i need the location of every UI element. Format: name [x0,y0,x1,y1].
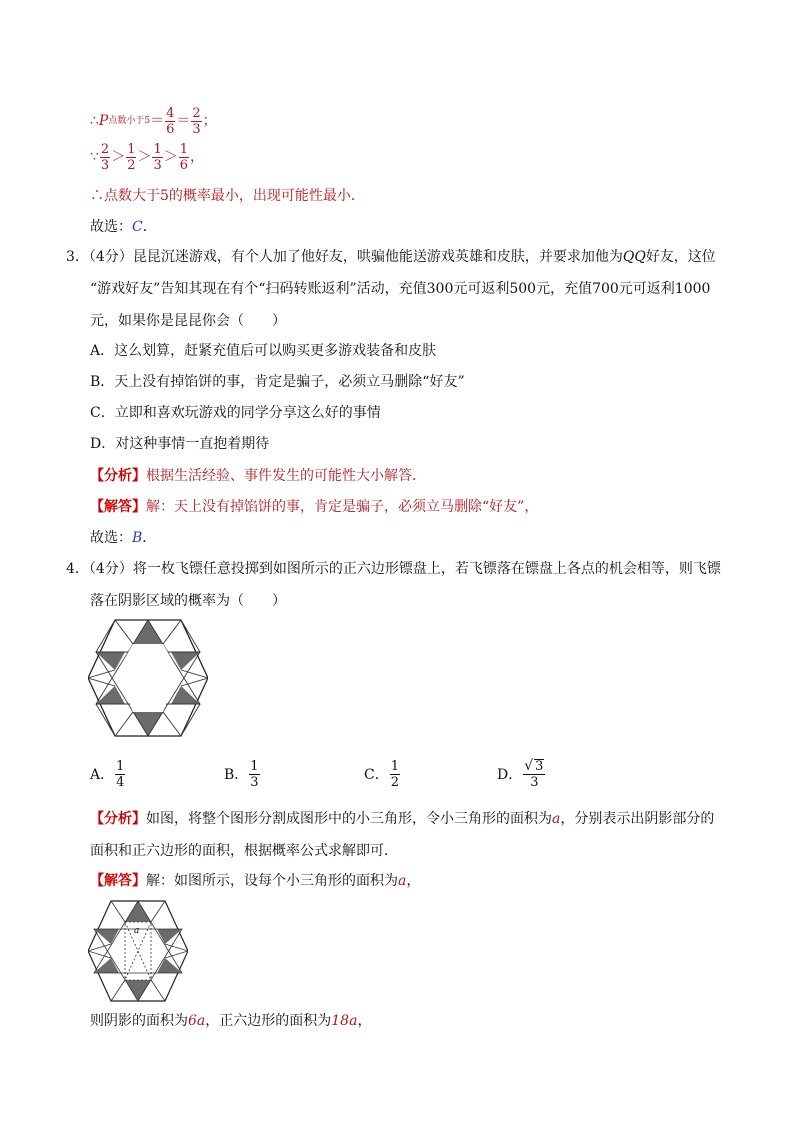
result-prefix: 则阴影的面积为 [90,1013,188,1029]
period: ． [142,219,157,235]
shaded-triangle-bottom [133,712,163,736]
option-label: B． [224,767,249,783]
q4-option-d [497,752,546,796]
q4-option-b [224,752,261,796]
option-label: A． [90,767,115,783]
fraction-1-2: $\frac{1}{2}$ [127,141,136,173]
hexagon-dartboard-figure [88,618,208,738]
q3-stem-line-3: 元，如果你是昆昆你会（ ） [90,313,286,329]
q4-analysis-line-2: 面积和正六边形的面积，根据概率公式求解即可． [90,843,398,859]
answer-tag: 【解答】 [90,499,146,515]
analysis-tag: 【分析】 [90,811,146,827]
answer-text: 解：如图所示，设每个小三角形的面积为 [146,873,398,889]
fraction-2-3: $\frac{2}{3}$ [192,105,201,137]
q4-stem-line-2: 落在阴影区域的概率为（ ） [90,593,286,609]
result-suffix: ， [357,1013,372,1029]
fraction-1-2: $\frac{1}{2}$ [390,758,399,790]
q3-option-c: C．立即和喜欢玩游戏的同学分享这么好的事情 [90,405,381,421]
option-label: C． [364,767,389,783]
q3-stem-line-1 [66,247,716,267]
q3-option-b: B．天上没有掉馅饼的事，肯定是骗子，必须立马删除“好友” [90,374,465,390]
hexagon-subdivision-figure [88,900,188,1002]
q4-text-1: 将一枚飞镖任意投掷到如图所示的正六边形镖盘上，若飞镖落在镖盘上各点的机会相等，则飞镖 [132,561,721,577]
q4-option-a [90,752,126,796]
qq-label: QQ [622,249,646,265]
q4-result-line [90,1011,371,1031]
q3-option-a: A．这么划算，赶紧充值后可以购买更多游戏装备和皮肤 [90,343,437,359]
answer-tag: 【解答】 [90,873,146,889]
q3-analysis [90,466,426,486]
analysis-text-1b: ，分别表示出阴影部分的 [560,811,715,827]
p-subscript: 点数小于5 [108,116,151,126]
hexagon-area-value: 18a [331,1013,358,1029]
variable-a: a [398,873,407,889]
fraction-4-6: $\frac{4}{6}$ [166,105,175,137]
greater-than: ＞ [111,149,126,165]
semicolon: ； [202,113,217,129]
answer-letter: B [132,530,143,546]
q3-answer [90,497,538,517]
fraction-1-4: $\frac{1}{4}$ [116,758,125,790]
p-label: P [98,113,109,129]
choose-prefix: 故选： [90,530,132,546]
option-label: D． [497,767,523,783]
therefore-symbol: ∴ [90,113,99,129]
greater-than: ＞ [137,149,152,165]
shaded-area-value: 6a [188,1013,206,1029]
answer-letter: C [132,219,143,235]
q4-answer-line [90,871,420,891]
q4-number: 4． [66,561,89,577]
analysis-text: 根据生活经验、事件发生的可能性大小解答． [146,468,426,484]
q3-option-d: D．对这种事情一直抱着期待 [90,436,270,452]
q2-answer-line [90,217,157,237]
q3-number: 3． [66,249,89,265]
analysis-tag: 【分析】 [90,468,146,484]
answer-text: 解：天上没有掉馅饼的事，肯定是骗子，必须立马删除“好友”， [146,499,539,515]
analysis-text-1: 如图，将整个图形分割成图形中的小三角形，令小三角形的面积为 [146,811,552,827]
shaded-triangle-top [133,620,163,644]
period: ． [142,530,157,546]
variable-a: a [552,811,561,827]
comma: ， [406,873,421,889]
q3-score: （4分） [88,249,133,265]
result-mid: ，正六边形的面积为 [205,1013,332,1029]
conclusion-line: ∴点数大于5的概率最小，出现可能性最小． [90,188,365,204]
q4-option-c [364,752,401,796]
equals-sign: ＝ [176,113,191,129]
q3-text-1: 昆昆沉迷游戏，有个人加了他好友，哄骗他能送游戏英雄和皮肤，并要求加他为 [132,249,623,265]
q3-answer-line [90,528,156,548]
because-symbol: ∵ [90,149,99,165]
comma: ， [190,149,205,165]
q4-stem-line-1 [66,559,721,579]
fig-label-a: a [134,926,140,936]
q3-stem-line-2: “游戏好友”告知其现在有个“扫码转账返利”活动，充值300元可返利500元，充值700元可返利1000 [90,281,711,297]
probability-equation-line [90,104,217,138]
choose-prefix: 故选： [90,219,132,235]
fraction-sqrt3-3: $\frac{√ 3}{3}$ [524,758,544,790]
fraction-2-3: $\frac{2}{3}$ [100,141,110,173]
q4-analysis-line-1 [90,809,714,829]
comparison-line [90,140,204,174]
fraction-1-3: $\frac{1}{3}$ [250,758,259,790]
q3-text-1b: 好友，这位 [645,249,716,265]
sqrt-icon: √ [524,758,534,774]
q4-score: （4分） [88,561,133,577]
equals-sign: ＝ [150,113,165,129]
fraction-1-6: $\frac{1}{6}$ [179,141,189,173]
fraction-1-3: $\frac{1}{3}$ [153,141,162,173]
greater-than: ＞ [163,149,178,165]
